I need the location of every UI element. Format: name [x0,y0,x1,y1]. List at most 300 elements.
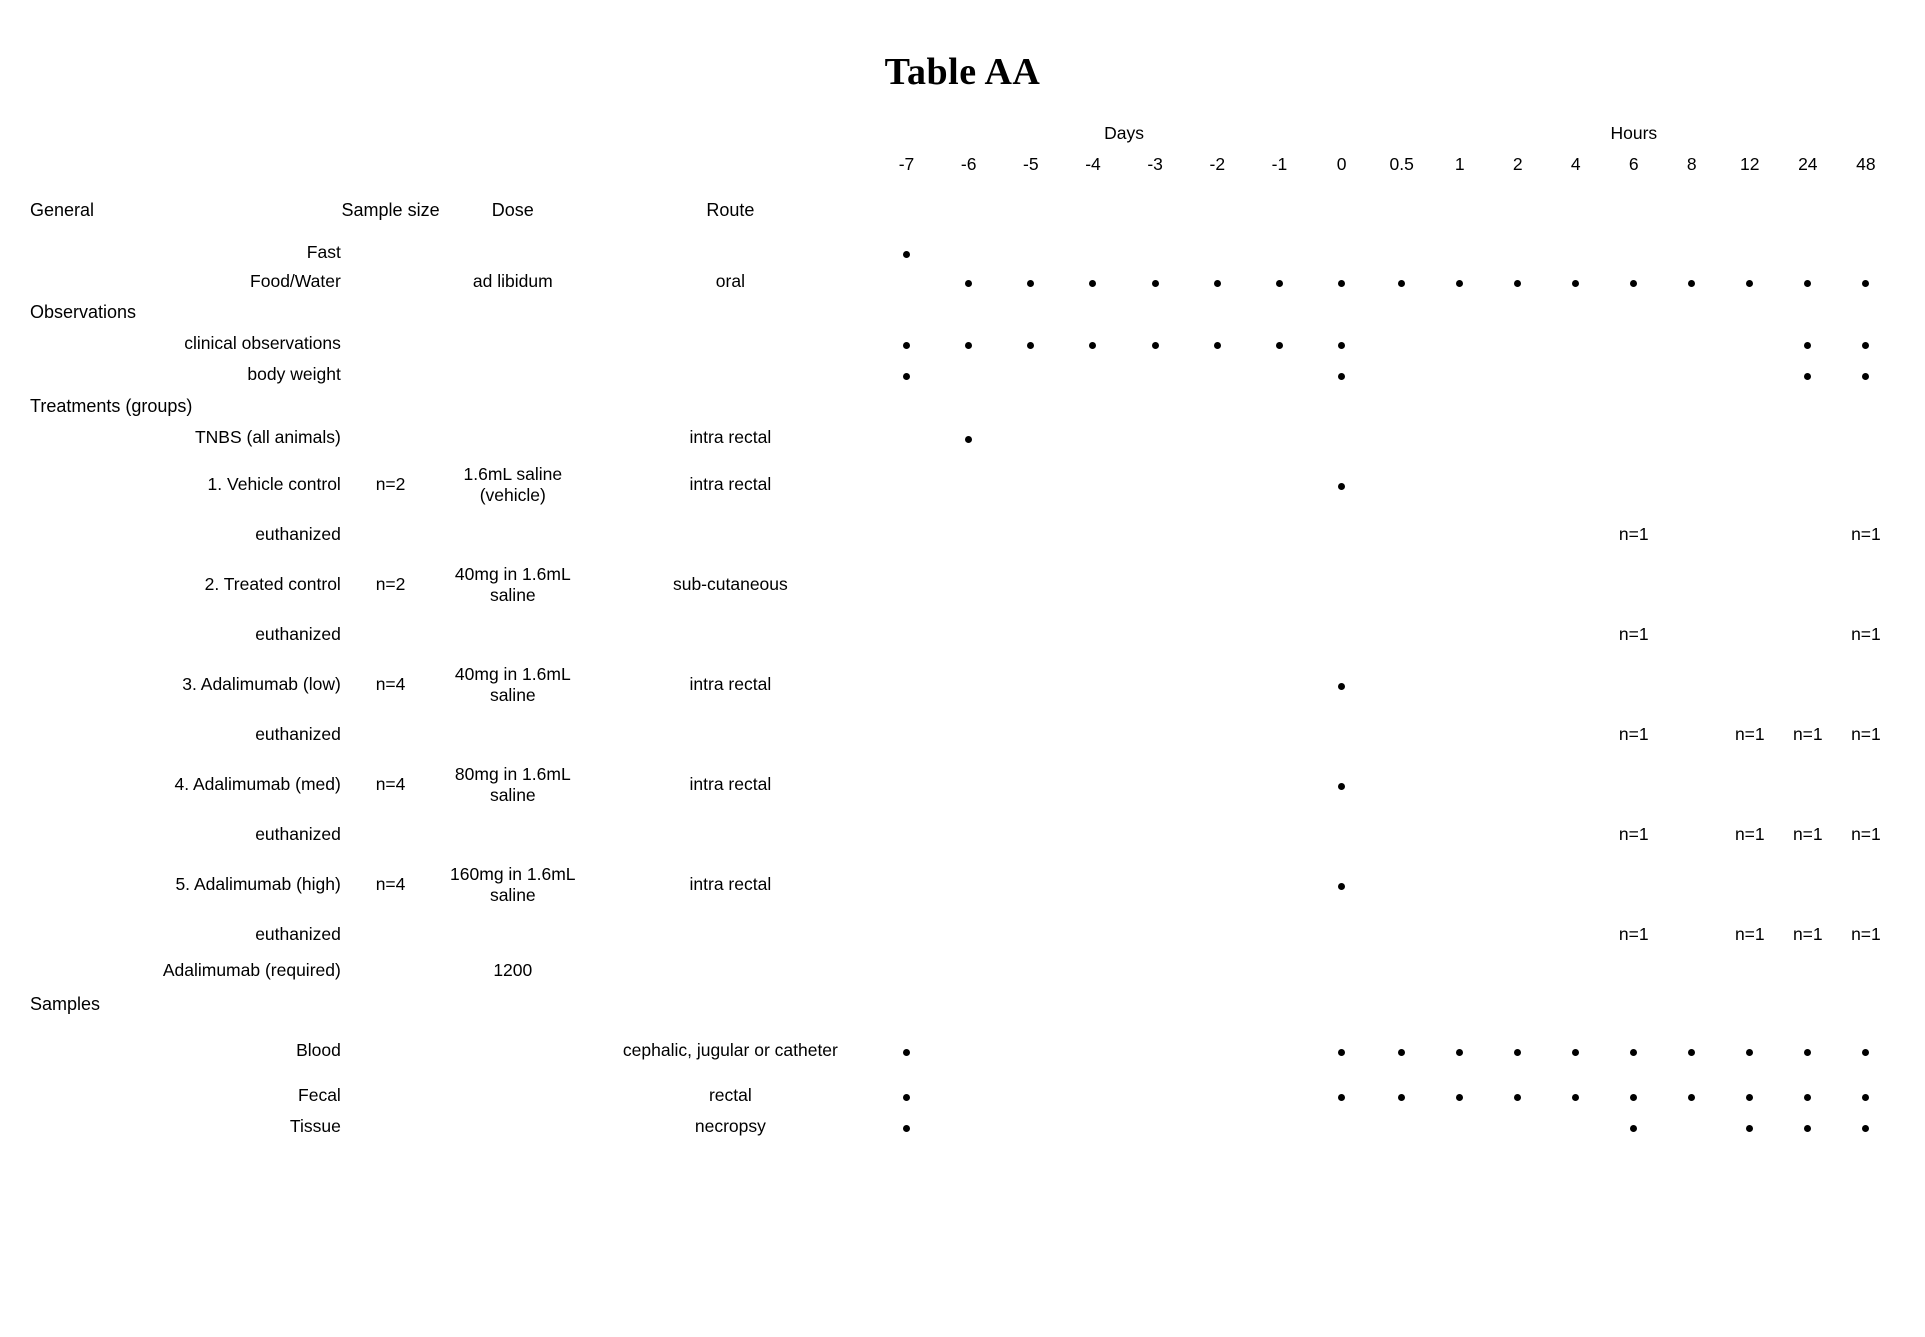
header-col-day-spacer [1000,181,1062,239]
page-title: Table AA [884,51,1041,93]
cell-day--3 [1124,359,1186,390]
row-route [585,816,875,853]
cell-hour-4 [1547,916,1605,953]
header-spacer-dose [440,120,585,147]
cell-day--2 [1186,953,1248,988]
timepoint-dot [1804,342,1811,349]
cell-hour-4 [1547,853,1605,916]
cell-hour-12 [1721,853,1779,916]
cell-hour-48: n=1 [1851,724,1881,744]
cell-hour-2 [1489,239,1547,266]
timepoint-dot [903,1049,910,1056]
row-sample-size [341,916,440,953]
cell-hour-8 [1663,328,1721,359]
section-spacer-cell [1062,988,1124,1020]
cell-day--7 [875,653,937,716]
section-spacer-cell [938,988,1000,1020]
row-label: Fecal [298,1085,341,1105]
cell-hour-24 [1779,239,1837,266]
section-spacer-cell [1373,390,1431,422]
cell-hour-12 [1721,1080,1779,1111]
cell-hour-48: n=1 [1851,624,1881,644]
cell-hour-8 [1663,816,1721,853]
cell-hour-24 [1779,422,1837,453]
section-spacer-cell [1248,390,1310,422]
timepoint-dot [1688,1049,1695,1056]
header-day--4: -4 [1085,153,1101,174]
cell-day-0 [1311,753,1373,816]
cell-hour-8 [1663,516,1721,553]
cell-hour-48 [1837,422,1895,453]
cell-day--3 [1124,616,1186,653]
cell-hour-6: n=1 [1618,524,1649,544]
cell-day--2 [1186,359,1248,390]
section-spacer-cell [1547,390,1605,422]
row-route [585,359,875,390]
cell-day--1 [1248,616,1310,653]
cell-hour-48 [1837,453,1895,516]
section-spacer-cell [938,296,1000,328]
section-header-row-observations [30,296,1895,328]
header-spacer-general-2 [30,147,341,181]
timepoint-dot [1456,280,1463,287]
section-spacer-cell [1837,390,1895,422]
section-header-row-treatments [30,390,1895,422]
section-label-treatments: Treatments (groups) [30,395,193,416]
row-sample-size: n=4 [375,874,406,894]
cell-day--3 [1124,1111,1186,1142]
cell-day--1 [1248,816,1310,853]
cell-day--7 [875,853,937,916]
section-spacer [440,296,585,328]
cell-day--6 [938,1080,1000,1111]
cell-day--3 [1124,239,1186,266]
cell-hour-0.5 [1373,359,1431,390]
cell-hour-0.5 [1373,816,1431,853]
cell-day--5 [1000,916,1062,953]
cell-day--4 [1062,1020,1124,1080]
timepoint-dot [1398,1094,1405,1101]
cell-day--5 [1000,616,1062,653]
cell-day-0 [1311,653,1373,716]
cell-hour-2 [1489,916,1547,953]
cell-day--2 [1186,553,1248,616]
header-col-general: General [30,199,95,220]
cell-hour-2 [1489,553,1547,616]
cell-hour-4 [1547,1020,1605,1080]
cell-day--3 [1124,422,1186,453]
row-sample-size [341,516,440,553]
cell-hour-0.5 [1373,853,1431,916]
timepoint-dot [1338,783,1345,790]
section-spacer-cell [938,390,1000,422]
cell-hour-4 [1547,359,1605,390]
cell-day--2 [1186,1080,1248,1111]
cell-hour-0.5 [1373,453,1431,516]
cell-day--4 [1062,953,1124,988]
cell-hour-0.5 [1373,239,1431,266]
table-row [30,1111,1895,1142]
table-row [30,239,1895,266]
cell-hour-1 [1431,953,1489,988]
header-spacer-route-2 [585,147,875,181]
row-label: euthanized [255,724,341,744]
row-label: clinical observations [184,333,341,353]
cell-day--3 [1124,516,1186,553]
cell-hour-24 [1779,953,1837,988]
cell-hour-6 [1605,653,1663,716]
cell-day--4 [1062,1111,1124,1142]
section-spacer-cell [1431,988,1489,1020]
cell-hour-1 [1431,516,1489,553]
row-label: euthanized [255,924,341,944]
cell-hour-4 [1547,422,1605,453]
section-spacer-cell [1779,390,1837,422]
cell-hour-6 [1605,422,1663,453]
header-col-day-spacer [1124,181,1186,239]
row-dose [440,1111,585,1142]
cell-hour-24: n=1 [1792,924,1823,944]
header-col-hour-spacer [1489,181,1547,239]
header-col-sample-size: Sample size [341,199,440,220]
cell-hour-12 [1721,753,1779,816]
row-label: euthanized [255,824,341,844]
cell-day--7 [875,1080,937,1111]
section-spacer-cell [1000,390,1062,422]
section-spacer-cell [1605,988,1663,1020]
cell-day--1 [1248,359,1310,390]
section-spacer [341,296,440,328]
cell-day--1 [1248,328,1310,359]
cell-hour-0.5 [1373,916,1431,953]
table-row [30,422,1895,453]
cell-hour-2 [1489,453,1547,516]
table-row [30,553,1895,616]
row-label: 1. Vehicle control [207,474,341,494]
cell-hour-4 [1547,816,1605,853]
cell-day--1 [1248,753,1310,816]
row-dose [440,359,585,390]
header-group-days: Days [1104,123,1144,143]
cell-hour-48: n=1 [1851,824,1881,844]
row-route: intra rectal [689,674,772,695]
header-day-0: 0 [1336,153,1347,174]
timepoint-dot [1398,1049,1405,1056]
row-sample-size [341,328,440,359]
cell-hour-8 [1663,553,1721,616]
timepoint-dot [1089,280,1096,287]
cell-hour-4 [1547,716,1605,753]
cell-hour-2 [1489,516,1547,553]
header-col-hour-spacer [1779,181,1837,239]
cell-hour-0.5 [1373,1111,1431,1142]
cell-day--6 [938,816,1000,853]
section-spacer [341,390,440,422]
header-day--2: -2 [1209,153,1226,174]
cell-day--1 [1248,1020,1310,1080]
row-sample-size [341,1080,440,1111]
cell-day--6 [938,616,1000,653]
cell-day--4 [1062,853,1124,916]
cell-hour-8 [1663,716,1721,753]
cell-day--5 [1000,716,1062,753]
section-spacer-cell [1373,296,1431,328]
cell-hour-24 [1779,553,1837,616]
cell-hour-1 [1431,916,1489,953]
section-spacer-cell [1489,296,1547,328]
cell-day--1 [1248,266,1310,296]
section-spacer-cell [1124,296,1186,328]
table-row [30,916,1895,953]
cell-day--2 [1186,916,1248,953]
timepoint-dot [1572,1049,1579,1056]
row-dose [440,816,585,853]
section-spacer [585,390,875,422]
cell-hour-24 [1779,359,1837,390]
cell-hour-2 [1489,853,1547,916]
cell-hour-6 [1605,239,1663,266]
cell-day--3 [1124,716,1186,753]
cell-hour-6 [1605,1080,1663,1111]
timepoint-dot [1862,373,1869,380]
cell-day--7 [875,616,937,653]
header-group-hours: Hours [1610,123,1658,143]
cell-day-0 [1311,422,1373,453]
cell-hour-12: n=1 [1734,924,1765,944]
row-sample-size: n=2 [375,474,406,494]
header-day--3: -3 [1147,153,1163,174]
timepoint-dot [1862,1094,1869,1101]
timepoint-dot [1338,373,1345,380]
header-hour-0.5: 0.5 [1389,153,1414,174]
cell-day--3 [1124,816,1186,853]
section-spacer-cell [1000,296,1062,328]
cell-day--5 [1000,753,1062,816]
cell-hour-8 [1663,1111,1721,1142]
cell-day-0 [1311,1020,1373,1080]
row-sample-size: n=4 [375,674,406,694]
cell-day--1 [1248,716,1310,753]
cell-hour-2 [1489,422,1547,453]
cell-hour-4 [1547,328,1605,359]
cell-hour-6 [1605,328,1663,359]
cell-day--2 [1186,653,1248,716]
cell-day--2 [1186,516,1248,553]
timepoint-dot [1152,280,1159,287]
cell-hour-8 [1663,653,1721,716]
row-sample-size [341,953,440,988]
row-route [585,616,875,653]
cell-day--4 [1062,359,1124,390]
cell-hour-24 [1779,1080,1837,1111]
cell-hour-48 [1837,853,1895,916]
cell-day--5 [1000,953,1062,988]
cell-hour-6 [1605,553,1663,616]
timepoint-dot [1456,1049,1463,1056]
cell-day--4 [1062,616,1124,653]
cell-day--7 [875,753,937,816]
cell-hour-4 [1547,1080,1605,1111]
timepoint-dot [1804,1125,1811,1132]
cell-day--2 [1186,266,1248,296]
cell-day--3 [1124,553,1186,616]
timepoint-dot [1746,1125,1753,1132]
cell-day--3 [1124,1080,1186,1111]
header-col-hour-spacer [1373,181,1431,239]
cell-hour-6 [1605,953,1663,988]
cell-hour-24 [1779,453,1837,516]
cell-day-0 [1311,616,1373,653]
section-spacer-cell [875,390,937,422]
cell-day--2 [1186,716,1248,753]
timepoint-dot [1027,342,1034,349]
cell-day--6 [938,953,1000,988]
row-label: Fast [306,242,341,262]
section-spacer [585,296,875,328]
section-spacer-cell [1062,296,1124,328]
cell-hour-2 [1489,953,1547,988]
row-sample-size: n=2 [375,574,406,594]
cell-day-0 [1311,1111,1373,1142]
cell-hour-2 [1489,616,1547,653]
row-sample-size [341,359,440,390]
section-spacer-cell [1186,296,1248,328]
cell-hour-24 [1779,616,1837,653]
cell-hour-24 [1779,653,1837,716]
cell-day--1 [1248,853,1310,916]
timepoint-dot [1276,342,1283,349]
row-route [585,716,875,753]
section-spacer [440,390,585,422]
cell-day--4 [1062,553,1124,616]
header-hour-48: 48 [1856,153,1876,174]
timepoint-dot [1214,280,1221,287]
cell-day--2 [1186,753,1248,816]
row-dose [440,1020,585,1080]
cell-hour-24 [1779,266,1837,296]
cell-hour-1 [1431,816,1489,853]
timepoint-dot [1214,342,1221,349]
cell-day--4 [1062,266,1124,296]
cell-day-0 [1311,916,1373,953]
table-row [30,1080,1895,1111]
cell-day--2 [1186,1020,1248,1080]
row-route: intra rectal [689,427,772,448]
schedule-table-container [30,120,1895,1142]
row-dose [440,516,585,553]
cell-hour-24 [1779,753,1837,816]
cell-day--7 [875,239,937,266]
timepoint-dot [1688,280,1695,287]
timepoint-dot [1338,683,1345,690]
header-hour-8: 8 [1686,153,1697,174]
section-label-observations: Observations [30,301,137,322]
header-col-hour-spacer [1837,181,1895,239]
cell-day--6 [938,553,1000,616]
cell-day--3 [1124,328,1186,359]
section-spacer-cell [1489,390,1547,422]
section-spacer-cell [1431,296,1489,328]
table-row [30,653,1895,716]
row-dose [440,916,585,953]
cell-hour-12 [1721,553,1779,616]
cell-day--7 [875,422,937,453]
header-spacer-sample-size [341,120,440,147]
table-row [30,616,1895,653]
row-sample-size [341,816,440,853]
timepoint-dot [1746,1094,1753,1101]
cell-day--5 [1000,239,1062,266]
cell-hour-12 [1721,422,1779,453]
cell-hour-48 [1837,553,1895,616]
section-spacer-cell [1489,988,1547,1020]
header-day--6: -6 [960,153,977,174]
cell-day--1 [1248,916,1310,953]
timepoint-dot [1630,280,1637,287]
timepoint-dot [903,1125,910,1132]
table-row [30,266,1895,296]
cell-day--6 [938,359,1000,390]
cell-day--1 [1248,422,1310,453]
cell-hour-8 [1663,953,1721,988]
header-row-groups [30,120,1895,147]
cell-hour-12 [1721,616,1779,653]
row-dose: ad libidum [472,270,553,291]
cell-day--4 [1062,453,1124,516]
timepoint-dot [1862,342,1869,349]
cell-day--5 [1000,328,1062,359]
cell-hour-1 [1431,653,1489,716]
cell-hour-0.5 [1373,953,1431,988]
row-label: 3. Adalimumab (low) [182,674,341,694]
cell-day--1 [1248,953,1310,988]
cell-day--5 [1000,816,1062,853]
cell-day--1 [1248,553,1310,616]
cell-hour-2 [1489,359,1547,390]
cell-day--1 [1248,239,1310,266]
header-hour-12: 12 [1740,153,1760,174]
cell-day--1 [1248,1111,1310,1142]
row-route: intra rectal [689,774,772,795]
cell-hour-48 [1837,953,1895,988]
cell-hour-8 [1663,422,1721,453]
table-row [30,716,1895,753]
timepoint-dot [1152,342,1159,349]
timepoint-dot [1338,1049,1345,1056]
cell-hour-8 [1663,753,1721,816]
section-spacer-cell [1124,988,1186,1020]
section-spacer-cell [1062,390,1124,422]
section-label-samples: Samples [30,993,101,1014]
cell-hour-2 [1489,266,1547,296]
header-col-hour-spacer [1547,181,1605,239]
header-spacer-route [585,120,875,147]
cell-hour-24 [1779,853,1837,916]
cell-day--7 [875,816,937,853]
cell-day--6 [938,1111,1000,1142]
cell-day--4 [1062,422,1124,453]
cell-hour-8 [1663,359,1721,390]
cell-hour-12: n=1 [1734,724,1765,744]
cell-day-0 [1311,853,1373,916]
timepoint-dot [1746,280,1753,287]
cell-hour-2 [1489,328,1547,359]
row-route [585,328,875,359]
cell-day--6 [938,753,1000,816]
cell-day--6 [938,328,1000,359]
cell-hour-4 [1547,616,1605,653]
cell-hour-0.5 [1373,653,1431,716]
